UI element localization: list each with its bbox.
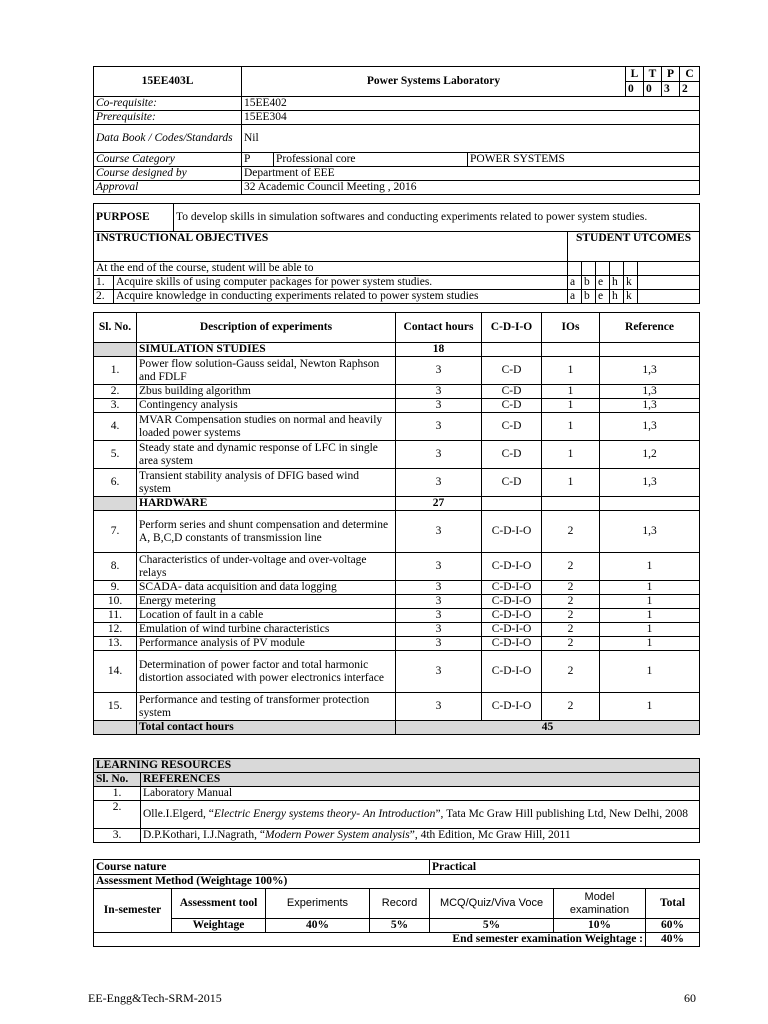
experiment-number: 12.	[94, 623, 137, 637]
col-header-hours: Contact hours	[396, 313, 482, 343]
purpose-text: To develop skills in simulation softwares and conducting experiments related to power system studies.	[174, 204, 700, 232]
experiment-description: Zbus building algorithm	[137, 385, 396, 399]
experiment-ios: 2	[542, 651, 600, 693]
section-empty	[600, 497, 700, 511]
ltpc-header: L	[626, 67, 644, 82]
experiment-hours: 3	[396, 623, 482, 637]
reference-text	[141, 801, 700, 829]
experiment-cdio: C-D	[482, 441, 542, 469]
experiment-cdio: C-D-I-O	[482, 595, 542, 609]
experiment-description: Steady state and dynamic response of LFC in single area system	[137, 441, 396, 469]
outcome-cell: k	[624, 290, 638, 304]
reference-text-plain: ”, Tata Mc Graw Hill publishing Ltd, New Delhi, 2008	[435, 808, 689, 820]
section-row	[94, 497, 700, 511]
experiment-ios: 1	[542, 413, 600, 441]
experiment-row	[94, 651, 700, 693]
purpose-label: PURPOSE	[94, 204, 174, 232]
experiment-description: Performance and testing of transformer protection system	[137, 693, 396, 721]
outcome-cell: e	[596, 276, 610, 290]
total-label: Total contact hours	[137, 721, 396, 735]
experiment-reference: 1	[600, 595, 700, 609]
experiment-hours: 3	[396, 637, 482, 651]
assessment-tool-label: Assessment tool	[172, 889, 266, 919]
experiment-number: 5.	[94, 441, 137, 469]
col-header-ref: Reference	[600, 313, 700, 343]
experiment-reference: 1,3	[600, 385, 700, 399]
section-title: SIMULATION STUDIES	[137, 343, 396, 357]
objective-text: Acquire skills of using computer packages for power system studies.	[114, 276, 568, 290]
resources-ref-header: REFERENCES	[141, 773, 700, 787]
info-label: Approval	[94, 181, 242, 195]
experiment-cdio: C-D	[482, 399, 542, 413]
experiment-number: 7.	[94, 511, 137, 553]
experiment-description: Energy metering	[137, 595, 396, 609]
objective-number: 2.	[94, 290, 114, 304]
experiment-hours: 3	[396, 469, 482, 497]
experiment-cdio: C-D-I-O	[482, 609, 542, 623]
experiment-row	[94, 413, 700, 441]
experiment-reference: 1,3	[600, 357, 700, 385]
experiment-row	[94, 399, 700, 413]
experiment-cdio: C-D-I-O	[482, 553, 542, 581]
total-spacer	[94, 721, 137, 735]
total-value: 45	[396, 721, 700, 735]
experiment-description: Location of fault in a cable	[137, 609, 396, 623]
experiment-ios: 1	[542, 399, 600, 413]
weight-value: 5%	[370, 919, 430, 933]
experiment-hours: 3	[396, 413, 482, 441]
experiment-description: MVAR Compensation studies on normal and heavily loaded power systems	[137, 413, 396, 441]
outcome-cell: e	[596, 290, 610, 304]
weight-value: 5%	[430, 919, 554, 933]
info-value: Nil	[242, 125, 700, 153]
experiment-row	[94, 693, 700, 721]
experiment-number: 3.	[94, 399, 137, 413]
reference-text	[141, 829, 700, 843]
section-spacer	[94, 343, 137, 357]
experiment-row	[94, 553, 700, 581]
section-row	[94, 343, 700, 357]
experiment-hours: 3	[396, 441, 482, 469]
info-value: Department of EEE	[242, 167, 700, 181]
resources-table	[93, 758, 700, 843]
objectives-label: INSTRUCTIONAL OBJECTIVES	[94, 232, 568, 262]
experiment-cdio: C-D-I-O	[482, 693, 542, 721]
outcome-cell: a	[568, 290, 582, 304]
experiment-reference: 1,2	[600, 441, 700, 469]
info-value: 32 Academic Council Meeting , 2016	[242, 181, 700, 195]
outcome-cell: a	[568, 276, 582, 290]
resources-title: LEARNING RESOURCES	[94, 759, 700, 773]
experiment-ios: 2	[542, 637, 600, 651]
experiment-description: Perform series and shunt compensation and determine A, B,C,D constants of transmission line	[137, 511, 396, 553]
reference-book-title: Modern Power System analysis	[265, 829, 410, 841]
experiment-row	[94, 581, 700, 595]
experiment-ios: 2	[542, 623, 600, 637]
reference-number: 3.	[94, 829, 141, 843]
experiment-description: SCADA- data acquisition and data logging	[137, 581, 396, 595]
course-nature-value: Practical	[430, 860, 700, 875]
experiment-cdio: C-D-I-O	[482, 623, 542, 637]
experiment-hours: 3	[396, 595, 482, 609]
experiment-number: 11.	[94, 609, 137, 623]
ltpc-header: P	[662, 67, 680, 82]
objectives-table	[93, 203, 700, 304]
outcome-cell: h	[610, 290, 624, 304]
experiment-reference: 1	[600, 623, 700, 637]
experiment-number: 9.	[94, 581, 137, 595]
experiment-reference: 1	[600, 651, 700, 693]
experiment-number: 10.	[94, 595, 137, 609]
ltpc-value: 0	[626, 82, 644, 97]
experiment-reference: 1,3	[600, 413, 700, 441]
col-header-desc: Description of experiments	[137, 313, 396, 343]
ltpc-header: T	[644, 67, 662, 82]
info-label: Prerequisite:	[94, 111, 242, 125]
experiments-table	[93, 312, 700, 735]
end-semester-label: End semester examination Weightage :	[94, 933, 646, 947]
section-empty	[542, 497, 600, 511]
col-header-sl: Sl. No.	[94, 313, 137, 343]
reference-number: 1.	[94, 787, 141, 801]
outcome-cell: b	[582, 276, 596, 290]
reference-number: 2.	[94, 801, 141, 829]
experiment-ios: 1	[542, 357, 600, 385]
experiment-reference: 1	[600, 553, 700, 581]
experiment-description: Power flow solution-Gauss seidal, Newton Raphson and FDLF	[137, 357, 396, 385]
resources-sl-header: Sl. No.	[94, 773, 141, 787]
section-spacer	[94, 497, 137, 511]
reference-text-plain: Olle.I.Elgerd, “	[143, 808, 214, 820]
outcome-cell: k	[624, 276, 638, 290]
info-label: Data Book / Codes/Standards	[94, 125, 242, 153]
assessment-table	[93, 859, 700, 947]
experiment-ios: 2	[542, 609, 600, 623]
reference-text	[141, 787, 700, 801]
experiment-hours: 3	[396, 385, 482, 399]
outcome-cell: b	[582, 290, 596, 304]
in-semester-label: In-semester	[94, 889, 172, 933]
experiment-cdio: C-D	[482, 385, 542, 399]
experiment-ios: 1	[542, 469, 600, 497]
experiment-reference: 1	[600, 581, 700, 595]
tool-total-label: Total	[646, 889, 700, 919]
experiment-hours: 3	[396, 651, 482, 693]
experiment-reference: 1	[600, 609, 700, 623]
experiment-row	[94, 469, 700, 497]
section-empty	[542, 343, 600, 357]
info-value-3: POWER SYSTEMS	[468, 153, 700, 167]
total-row	[94, 721, 700, 735]
course-info-table	[93, 66, 700, 195]
reference-text-plain: Laboratory Manual	[143, 787, 233, 799]
experiment-ios: 1	[542, 441, 600, 469]
experiment-ios: 2	[542, 511, 600, 553]
experiment-number: 6.	[94, 469, 137, 497]
section-empty	[482, 343, 542, 357]
experiment-reference: 1,3	[600, 399, 700, 413]
experiment-row	[94, 609, 700, 623]
objective-number: 1.	[94, 276, 114, 290]
section-empty	[482, 497, 542, 511]
experiment-row	[94, 511, 700, 553]
assessment-method-label: Assessment Method (Weightage 100%)	[94, 875, 700, 889]
course-nature-label: Course nature	[94, 860, 430, 875]
experiment-reference: 1,3	[600, 511, 700, 553]
experiment-hours: 3	[396, 693, 482, 721]
experiment-ios: 2	[542, 553, 600, 581]
experiment-number: 8.	[94, 553, 137, 581]
experiment-row	[94, 595, 700, 609]
experiment-description: Determination of power factor and total harmonic distortion associated with power electronics interface	[137, 651, 396, 693]
info-value: P	[242, 153, 274, 167]
outcomes-label: STUDENT UTCOMES	[568, 232, 700, 262]
experiment-number: 15.	[94, 693, 137, 721]
reference-book-title: Electric Energy systems theory- An Introduction	[213, 808, 436, 820]
experiment-cdio: C-D-I-O	[482, 651, 542, 693]
experiment-cdio: C-D-I-O	[482, 511, 542, 553]
experiment-reference: 1	[600, 637, 700, 651]
info-label: Course Category	[94, 153, 242, 167]
end-semester-value: 40%	[646, 933, 700, 947]
tool-name: Record	[370, 889, 430, 919]
outcome-cell: h	[610, 276, 624, 290]
ltpc-value: 0	[644, 82, 662, 97]
experiment-description: Emulation of wind turbine characteristics	[137, 623, 396, 637]
experiment-cdio: C-D-I-O	[482, 581, 542, 595]
experiment-description: Characteristics of under-voltage and over-voltage relays	[137, 553, 396, 581]
footer-page-number: 60	[684, 991, 696, 1005]
course-title: Power Systems Laboratory	[242, 67, 626, 97]
experiment-cdio: C-D	[482, 469, 542, 497]
objective-text: Acquire knowledge in conducting experiments related to power system studies	[114, 290, 568, 304]
weight-total: 60%	[646, 919, 700, 933]
ltpc-value: 2	[680, 82, 700, 97]
experiment-hours: 3	[396, 357, 482, 385]
experiment-row	[94, 441, 700, 469]
experiment-reference: 1	[600, 693, 700, 721]
ltpc-header: C	[680, 67, 700, 82]
tool-name: Model examination	[554, 889, 646, 919]
experiment-number: 13.	[94, 637, 137, 651]
experiment-hours: 3	[396, 511, 482, 553]
info-label: Course designed by	[94, 167, 242, 181]
experiment-description: Performance analysis of PV module	[137, 637, 396, 651]
footer-document-code: EE-Engg&Tech-SRM-2015	[88, 991, 222, 1005]
section-title: HARDWARE	[137, 497, 396, 511]
section-empty	[600, 343, 700, 357]
info-value: 15EE304	[242, 111, 700, 125]
weightage-label: Weightage	[172, 919, 266, 933]
info-value-2: Professional core	[274, 153, 468, 167]
reference-text-plain: D.P.Kothari, I.J.Nagrath, “	[143, 829, 266, 841]
col-header-ios: IOs	[542, 313, 600, 343]
experiment-number: 2.	[94, 385, 137, 399]
tool-name: Experiments	[266, 889, 370, 919]
experiment-hours: 3	[396, 553, 482, 581]
experiment-reference: 1,3	[600, 469, 700, 497]
experiment-hours: 3	[396, 609, 482, 623]
experiment-cdio: C-D-I-O	[482, 637, 542, 651]
experiment-description: Contingency analysis	[137, 399, 396, 413]
experiment-hours: 3	[396, 399, 482, 413]
experiment-row	[94, 385, 700, 399]
info-value: 15EE402	[242, 97, 700, 111]
experiment-row	[94, 637, 700, 651]
reference-text-plain: ”, 4th Edition, Mc Graw Hill, 2011	[409, 829, 571, 841]
section-hours: 27	[396, 497, 482, 511]
col-header-cdio: C-D-I-O	[482, 313, 542, 343]
experiment-row	[94, 357, 700, 385]
section-hours: 18	[396, 343, 482, 357]
info-label: Co-requisite:	[94, 97, 242, 111]
experiment-description: Transient stability analysis of DFIG based wind system	[137, 469, 396, 497]
experiment-ios: 2	[542, 581, 600, 595]
experiment-number: 14.	[94, 651, 137, 693]
experiment-row	[94, 623, 700, 637]
experiment-ios: 2	[542, 595, 600, 609]
experiment-hours: 3	[396, 581, 482, 595]
experiment-number: 1.	[94, 357, 137, 385]
experiment-cdio: C-D	[482, 357, 542, 385]
experiment-ios: 2	[542, 693, 600, 721]
tool-name: MCQ/Quiz/Viva Voce	[430, 889, 554, 919]
weight-value: 40%	[266, 919, 370, 933]
course-code: 15EE403L	[94, 67, 242, 97]
experiment-ios: 1	[542, 385, 600, 399]
experiment-cdio: C-D	[482, 413, 542, 441]
objectives-intro: At the end of the course, student will be able to	[94, 262, 568, 276]
weight-value: 10%	[554, 919, 646, 933]
ltpc-value: 3	[662, 82, 680, 97]
experiment-number: 4.	[94, 413, 137, 441]
